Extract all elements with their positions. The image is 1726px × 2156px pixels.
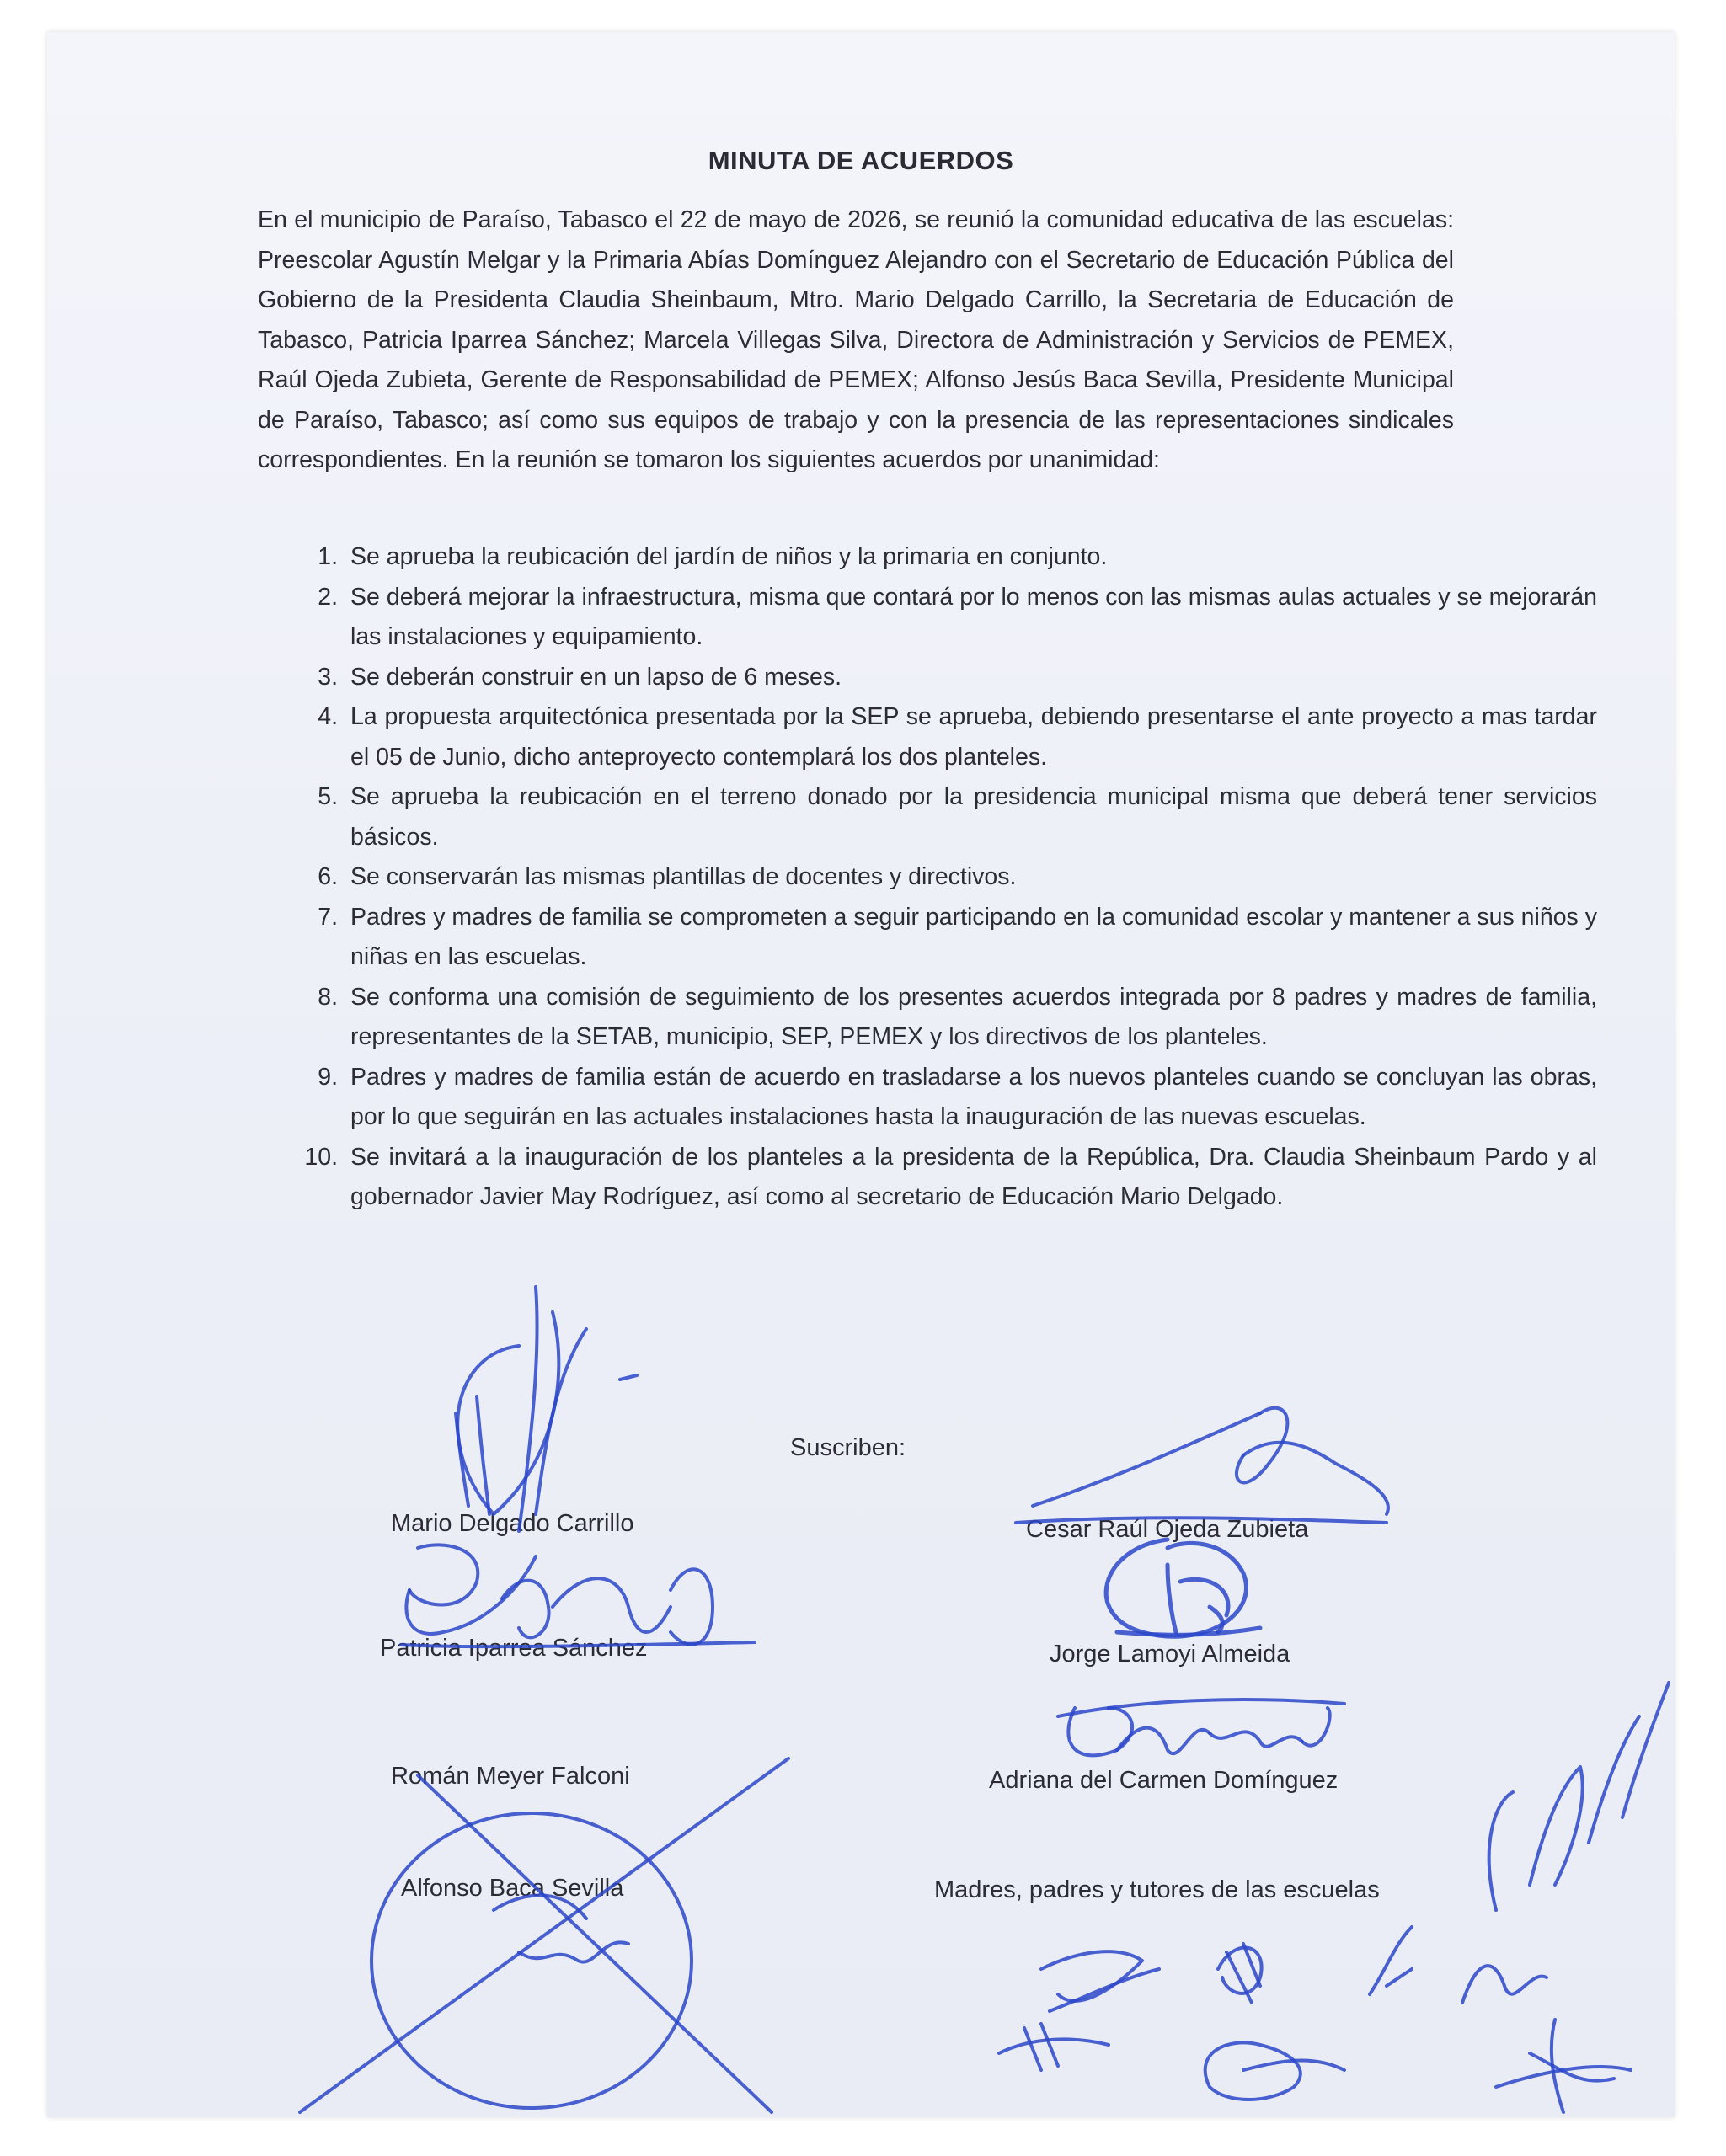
signature-patricia-iparrea [401, 1545, 755, 1646]
agreement-item: Se aprueba la reubicación en el terreno donado por la presidencia municipal misma que deberá tener servicios básicos. [350, 783, 1597, 851]
signature-cesar-ojeda [1016, 1408, 1388, 1523]
agreement-item: Se invitará a la inauguración de los planteles a la presidenta de la República, Dra. Claudia Sheinbaum Pardo y al gobernador Javier May Rodríguez, así como al secretario de Educación Mario Delgado. [350, 1143, 1597, 1210]
signature-jorge-lamoyi [1106, 1540, 1260, 1636]
document-page [47, 32, 1675, 2117]
signatory-name: Román Meyer Falconi [391, 1763, 630, 1790]
agreement-item: Se deberá mejorar la infraestructura, misma que contará por lo menos con las mismas aulas actuales y se mejorarán las instalaciones y equipamiento. [350, 583, 1597, 650]
signatory-name: Jorge Lamoyi Almeida [1050, 1641, 1290, 1668]
intro-paragraph: En el municipio de Paraíso, Tabasco el 22 de mayo de 2026, se reunió la comunidad educativa de las escuelas: Preescolar Agustín Melgar y la Primaria Abías Domínguez Alejandro con el Secretario de Educación Pública del Gobierno de la Presidenta Claudia Sheinbaum, Mtro. Mario Delgado Carrillo, la Secretaria de Educación de Tabasco, Patricia Iparrea Sánchez; Marcela Villegas Silva, Directora de Administración y Servicios de PEMEX, Raúl Ojeda Zubieta, Gerente de Responsabilidad de PEMEX; Alfonso Jesús Baca Sevilla, Presidente Municipal de Paraíso, Tabasco; así como sus equipos de trabajo y con la presencia de las representaciones sindicales correspondientes. En la reunión se tomaron los siguientes acuerdos por unanimidad: [258, 206, 1454, 473]
signature-cross-mark [300, 1758, 788, 2112]
signatory-group-label: Madres, padres y tutores de las escuelas [934, 1876, 1380, 1903]
agreement-item: La propuesta arquitectónica presentada por la SEP se aprueba, debiendo presentarse el ante proyecto a mas tardar el 05 de Junio, dicho anteproyecto contemplará los dos planteles. [350, 703, 1597, 771]
document-title: MINUTA DE ACUERDOS [708, 146, 1014, 175]
agreement-item: Padres y madres de familia se comprometen a seguir participando en la comunidad escolar y mantener a sus niños y niñas en las escuelas. [350, 903, 1597, 970]
agreement-item: Se aprueba la reubicación del jardín de niños y la primaria en conjunto. [350, 543, 1108, 570]
signature-parents-cluster [999, 1927, 1631, 2112]
agreements-list [258, 537, 1597, 1218]
agreement-item: Padres y madres de familia están de acuerdo en trasladarse a los nuevos planteles cuando se concluyan las obras, por lo que seguirán en las actuales instalaciones hasta la inauguración de las nuevas escuelas. [350, 1063, 1597, 1130]
agreement-item: Se deberán construir en un lapso de 6 meses. [350, 663, 842, 691]
signatory-name: Mario Delgado Carrillo [391, 1510, 634, 1537]
signature-mario-delgado [456, 1287, 637, 1531]
signatory-name: Adriana del Carmen Domínguez [989, 1767, 1339, 1794]
signatory-name: Alfonso Baca Sevilla [401, 1875, 624, 1902]
agreement-item: Se conforma una comisión de seguimiento de los presentes acuerdos integrada por 8 padres y madres de familia, representantes de la SETAB, municipio, SEP, PEMEX y los directivos de los planteles. [350, 983, 1597, 1050]
signature-adriana [1058, 1700, 1344, 1755]
signatory-name: Patricia Iparrea Sánchez [380, 1635, 648, 1662]
agreement-item: Se conservarán las mismas plantillas de docentes y directivos. [350, 863, 1017, 890]
signature-right-margin [1489, 1683, 1669, 1910]
signatory-name: Cesar Raúl Ojeda Zubieta [1026, 1516, 1309, 1543]
subscribe-label: Suscriben: [790, 1434, 906, 1461]
